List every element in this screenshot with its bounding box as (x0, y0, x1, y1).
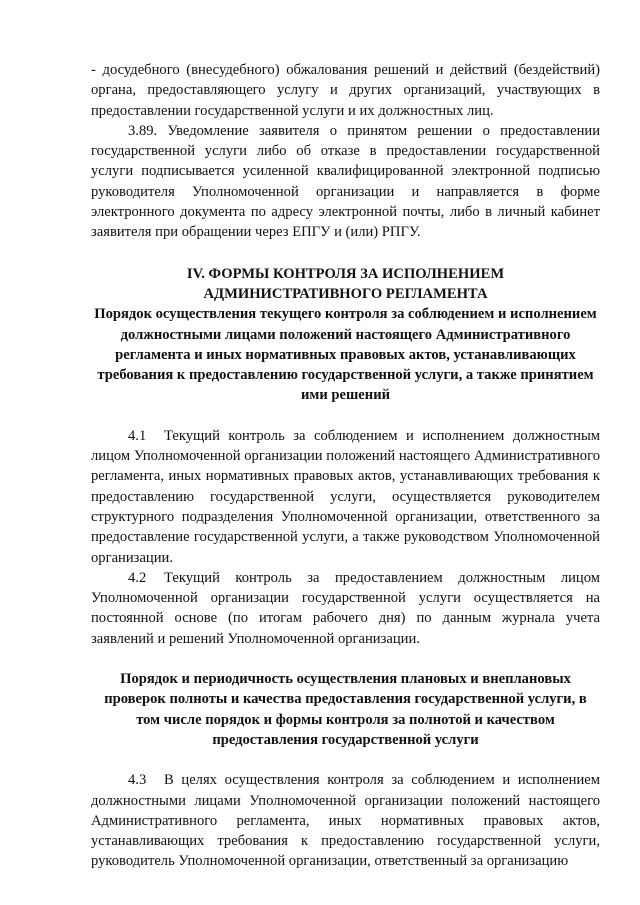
paragraph-text: Текущий контроль за предоставлением должностным лицом Уполномоченной организации государственной услуги осуществляется на постоянной основе (по итогам рабочего дня) по данным журнала учета заявлений и решений Уполномоченной организации. (91, 569, 600, 647)
paragraph-intro: - досудебного (внесудебного) обжалования решений и действий (бездействий) органа, предоставляющего услугу и других организаций, участвующих в предоставлении государственной услуги и их должностных лиц. (91, 62, 600, 119)
paragraph-4-2 (91, 568, 600, 649)
section-title: IV. ФОРМЫ КОНТРОЛЯ ЗА ИСПОЛНЕНИЕМ АДМИНИСТРАТИВНОГО РЕГЛАМЕНТА (186, 265, 505, 302)
paragraph-text: Текущий контроль за соблюдением и исполнением должностным лицом Уполномоченной организации положений настоящего Административного регламента, иных нормативных правовых актов, устанавливающих требования к предоставлению государственной услуги, осуществляется руководителем структурного подразделения Уполномоченной организации, ответственного за предоставление государственной услуги, а также руководством Уполномоченной организации. (91, 427, 600, 566)
paragraph-3-89: 3.89. Уведомление заявителя о принятом решении о предоставлении государственной услуги либо об отказе в предоставлении государственной услуги подписывается усиленной квалифицированной электронной подписью руководителя Уполномоченной организации и направляется в форме электронного документа по адресу электронной почты, либо в личный кабинет заявителя при обращении через ЕПГУ и (или) РПГУ. (91, 122, 600, 241)
subsection-heading-inspections: Порядок и периодичность осуществления плановых и внеплановых проверок полноты и качества предоставления государственной услуги, в том числе порядок и формы контроля за полнотой и качеством предоставления государственной услуги (104, 671, 587, 748)
paragraph-number: 4.2 (128, 569, 147, 586)
paragraph-number: 4.1 (128, 427, 147, 444)
paragraph-4-1 (91, 426, 600, 568)
subsection-heading-current-control: Порядок осуществления текущего контроля за соблюдением и исполнением должностными лицами положений настоящего Административного регламента и иных нормативных правовых актов, устанавливающих требования к предоставлению государственной услуги, а также принятием ими решений (94, 306, 597, 404)
paragraph-4-3 (91, 770, 600, 871)
paragraph-number: 4.3 (128, 772, 147, 789)
paragraph-text: В целях осуществления контроля за соблюдением и исполнением должностными лицами Уполномоченной организации положений настоящего Административного регламента, иных нормативных правовых актов, устанавливающих требования к предоставлению государственной услуги, руководитель Уполномоченной организации, ответственный за организацию (91, 772, 600, 870)
